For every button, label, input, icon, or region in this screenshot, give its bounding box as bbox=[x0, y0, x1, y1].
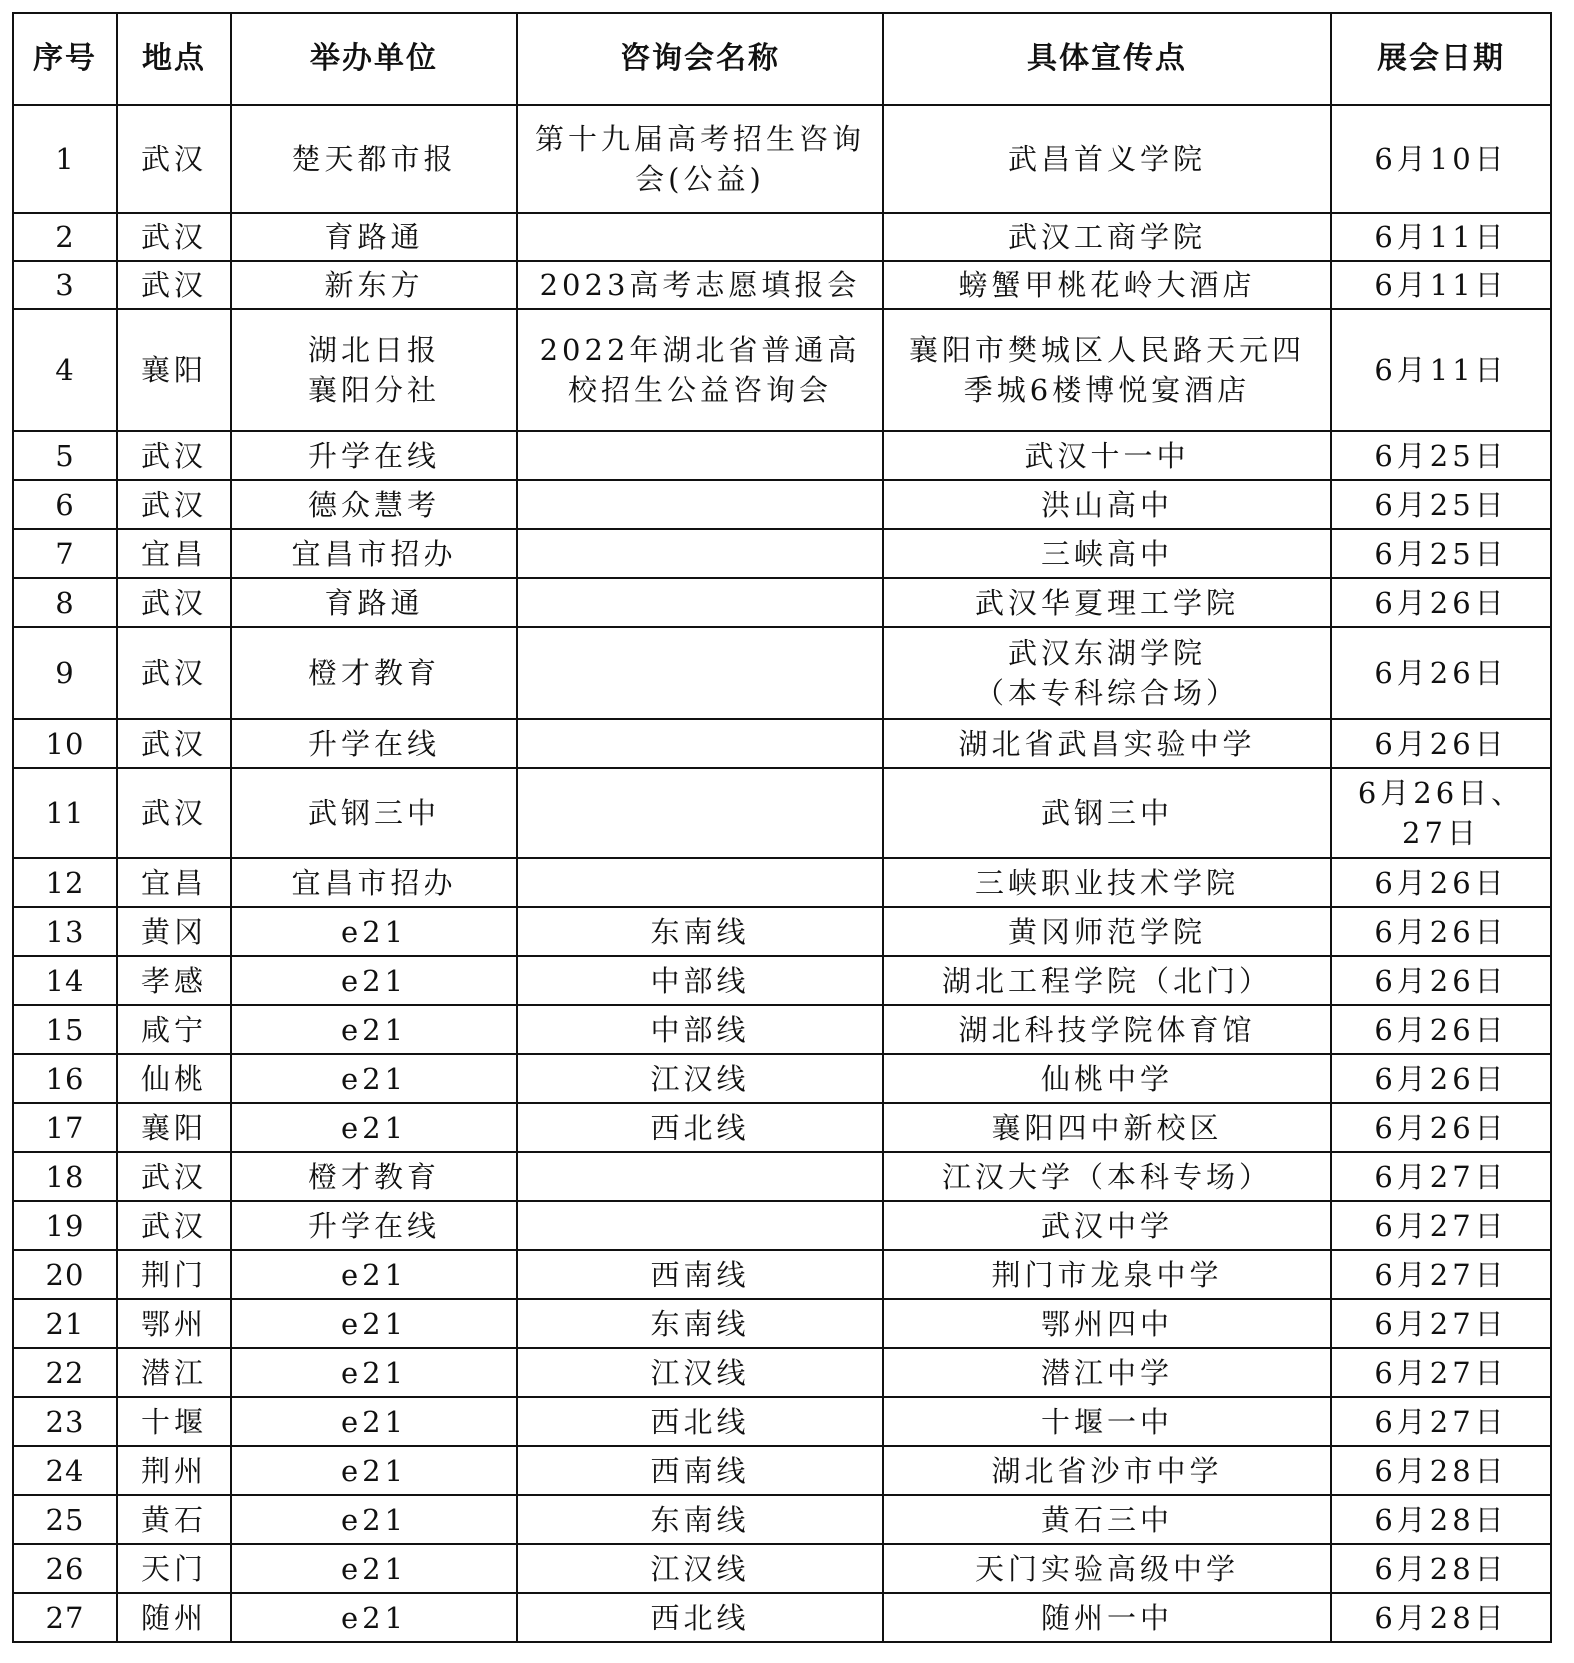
organizer-cell: 楚天都市报 bbox=[231, 105, 517, 213]
venue-cell: 三峡职业技术学院 bbox=[883, 858, 1331, 907]
index-cell: 9 bbox=[13, 627, 117, 719]
venue-cell: 武钢三中 bbox=[883, 768, 1331, 858]
location-cell: 襄阳 bbox=[117, 309, 231, 431]
location-cell: 荆门 bbox=[117, 1250, 231, 1299]
date-cell: 6月26日 bbox=[1331, 578, 1551, 627]
table-row bbox=[13, 1299, 1551, 1348]
table-row bbox=[13, 1397, 1551, 1446]
date-cell: 6月28日 bbox=[1331, 1544, 1551, 1593]
organizer-cell: e21 bbox=[231, 1495, 517, 1544]
location-cell: 咸宁 bbox=[117, 1005, 231, 1054]
index-cell: 1 bbox=[13, 105, 117, 213]
event-name-cell bbox=[517, 1201, 883, 1250]
venue-cell: 随州一中 bbox=[883, 1593, 1331, 1642]
venue-cell: 仙桃中学 bbox=[883, 1054, 1331, 1103]
event-name-cell: 江汉线 bbox=[517, 1544, 883, 1593]
organizer-cell: e21 bbox=[231, 1054, 517, 1103]
organizer-cell: 升学在线 bbox=[231, 1201, 517, 1250]
event-name-cell bbox=[517, 1152, 883, 1201]
location-cell: 武汉 bbox=[117, 213, 231, 261]
table-row bbox=[13, 1103, 1551, 1152]
index-cell: 5 bbox=[13, 431, 117, 480]
venue-cell: 天门实验高级中学 bbox=[883, 1544, 1331, 1593]
date-cell: 6月10日 bbox=[1331, 105, 1551, 213]
location-cell: 潜江 bbox=[117, 1348, 231, 1397]
date-cell: 6月27日 bbox=[1331, 1201, 1551, 1250]
index-cell: 15 bbox=[13, 1005, 117, 1054]
event-name-cell bbox=[517, 578, 883, 627]
date-cell: 6月25日 bbox=[1331, 480, 1551, 529]
event-name-cell: 2023高考志愿填报会 bbox=[517, 261, 883, 309]
date-cell: 6月25日 bbox=[1331, 431, 1551, 480]
organizer-cell: e21 bbox=[231, 1593, 517, 1642]
index-cell: 14 bbox=[13, 956, 117, 1005]
venue-cell: 黄冈师范学院 bbox=[883, 907, 1331, 956]
organizer-cell: 橙才教育 bbox=[231, 627, 517, 719]
table-row bbox=[13, 1250, 1551, 1299]
date-cell: 6月28日 bbox=[1331, 1446, 1551, 1495]
venue-cell: 武汉中学 bbox=[883, 1201, 1331, 1250]
venue-cell: 江汉大学（本科专场） bbox=[883, 1152, 1331, 1201]
date-cell: 6月25日 bbox=[1331, 529, 1551, 578]
event-name-cell bbox=[517, 529, 883, 578]
event-name-cell bbox=[517, 719, 883, 768]
table-row bbox=[13, 431, 1551, 480]
venue-cell: 湖北省武昌实验中学 bbox=[883, 719, 1331, 768]
venue-cell: 鄂州四中 bbox=[883, 1299, 1331, 1348]
location-cell: 仙桃 bbox=[117, 1054, 231, 1103]
organizer-cell: 育路通 bbox=[231, 213, 517, 261]
index-cell: 2 bbox=[13, 213, 117, 261]
organizer-cell: 德众慧考 bbox=[231, 480, 517, 529]
organizer-cell: e21 bbox=[231, 907, 517, 956]
index-cell: 11 bbox=[13, 768, 117, 858]
index-cell: 8 bbox=[13, 578, 117, 627]
column-header-index: 序号 bbox=[13, 13, 117, 105]
header-row bbox=[13, 13, 1551, 105]
index-cell: 6 bbox=[13, 480, 117, 529]
event-name-cell: 2022年湖北省普通高 校招生公益咨询会 bbox=[517, 309, 883, 431]
index-cell: 7 bbox=[13, 529, 117, 578]
organizer-cell: e21 bbox=[231, 1005, 517, 1054]
table-row bbox=[13, 858, 1551, 907]
location-cell: 武汉 bbox=[117, 1201, 231, 1250]
index-cell: 22 bbox=[13, 1348, 117, 1397]
event-name-cell: 东南线 bbox=[517, 907, 883, 956]
index-cell: 13 bbox=[13, 907, 117, 956]
organizer-cell: 武钢三中 bbox=[231, 768, 517, 858]
location-cell: 武汉 bbox=[117, 431, 231, 480]
index-cell: 20 bbox=[13, 1250, 117, 1299]
column-header-organizer: 举办单位 bbox=[231, 13, 517, 105]
date-cell: 6月11日 bbox=[1331, 309, 1551, 431]
location-cell: 武汉 bbox=[117, 627, 231, 719]
event-name-cell bbox=[517, 431, 883, 480]
date-cell: 6月26日 bbox=[1331, 1005, 1551, 1054]
date-cell: 6月27日 bbox=[1331, 1397, 1551, 1446]
date-cell: 6月26日 bbox=[1331, 1103, 1551, 1152]
venue-cell: 湖北省沙市中学 bbox=[883, 1446, 1331, 1495]
index-cell: 24 bbox=[13, 1446, 117, 1495]
column-header-venue: 具体宣传点 bbox=[883, 13, 1331, 105]
index-cell: 3 bbox=[13, 261, 117, 309]
table-row bbox=[13, 213, 1551, 261]
date-cell: 6月28日 bbox=[1331, 1593, 1551, 1642]
organizer-cell: e21 bbox=[231, 956, 517, 1005]
table-row bbox=[13, 768, 1551, 858]
event-name-cell bbox=[517, 768, 883, 858]
location-cell: 黄石 bbox=[117, 1495, 231, 1544]
table-row bbox=[13, 261, 1551, 309]
venue-cell: 洪山高中 bbox=[883, 480, 1331, 529]
location-cell: 鄂州 bbox=[117, 1299, 231, 1348]
event-name-cell: 西北线 bbox=[517, 1103, 883, 1152]
column-header-location: 地点 bbox=[117, 13, 231, 105]
index-cell: 12 bbox=[13, 858, 117, 907]
event-name-cell bbox=[517, 480, 883, 529]
organizer-cell: 升学在线 bbox=[231, 719, 517, 768]
table-row bbox=[13, 1495, 1551, 1544]
event-name-cell: 东南线 bbox=[517, 1495, 883, 1544]
table-row bbox=[13, 719, 1551, 768]
venue-cell: 三峡高中 bbox=[883, 529, 1331, 578]
table-row bbox=[13, 105, 1551, 213]
date-cell: 6月26日 bbox=[1331, 1054, 1551, 1103]
venue-cell: 黄石三中 bbox=[883, 1495, 1331, 1544]
venue-cell: 湖北科技学院体育馆 bbox=[883, 1005, 1331, 1054]
table-row bbox=[13, 956, 1551, 1005]
organizer-cell: 湖北日报 襄阳分社 bbox=[231, 309, 517, 431]
index-cell: 19 bbox=[13, 1201, 117, 1250]
event-name-cell bbox=[517, 213, 883, 261]
index-cell: 18 bbox=[13, 1152, 117, 1201]
organizer-cell: e21 bbox=[231, 1103, 517, 1152]
location-cell: 武汉 bbox=[117, 261, 231, 309]
organizer-cell: 宜昌市招办 bbox=[231, 529, 517, 578]
table-row bbox=[13, 309, 1551, 431]
event-name-cell: 第十九届高考招生咨询 会(公益) bbox=[517, 105, 883, 213]
location-cell: 武汉 bbox=[117, 1152, 231, 1201]
index-cell: 17 bbox=[13, 1103, 117, 1152]
date-cell: 6月26日、 27日 bbox=[1331, 768, 1551, 858]
venue-cell: 湖北工程学院（北门） bbox=[883, 956, 1331, 1005]
event-name-cell: 江汉线 bbox=[517, 1348, 883, 1397]
index-cell: 27 bbox=[13, 1593, 117, 1642]
date-cell: 6月11日 bbox=[1331, 213, 1551, 261]
venue-cell: 荆门市龙泉中学 bbox=[883, 1250, 1331, 1299]
date-cell: 6月27日 bbox=[1331, 1299, 1551, 1348]
organizer-cell: e21 bbox=[231, 1544, 517, 1593]
location-cell: 十堰 bbox=[117, 1397, 231, 1446]
organizer-cell: e21 bbox=[231, 1348, 517, 1397]
organizer-cell: 橙才教育 bbox=[231, 1152, 517, 1201]
table-row bbox=[13, 1446, 1551, 1495]
table-body bbox=[13, 105, 1551, 1642]
index-cell: 25 bbox=[13, 1495, 117, 1544]
location-cell: 荆州 bbox=[117, 1446, 231, 1495]
table-row bbox=[13, 1005, 1551, 1054]
location-cell: 武汉 bbox=[117, 719, 231, 768]
location-cell: 武汉 bbox=[117, 578, 231, 627]
table-row bbox=[13, 1348, 1551, 1397]
location-cell: 黄冈 bbox=[117, 907, 231, 956]
index-cell: 23 bbox=[13, 1397, 117, 1446]
event-name-cell: 中部线 bbox=[517, 956, 883, 1005]
venue-cell: 潜江中学 bbox=[883, 1348, 1331, 1397]
organizer-cell: e21 bbox=[231, 1446, 517, 1495]
event-name-cell: 江汉线 bbox=[517, 1054, 883, 1103]
table-row bbox=[13, 1593, 1551, 1642]
location-cell: 武汉 bbox=[117, 105, 231, 213]
venue-cell: 十堰一中 bbox=[883, 1397, 1331, 1446]
date-cell: 6月26日 bbox=[1331, 719, 1551, 768]
column-header-date: 展会日期 bbox=[1331, 13, 1551, 105]
table-row bbox=[13, 578, 1551, 627]
location-cell: 宜昌 bbox=[117, 529, 231, 578]
venue-cell: 襄阳市樊城区人民路天元四 季城6楼博悦宴酒店 bbox=[883, 309, 1331, 431]
venue-cell: 武汉十一中 bbox=[883, 431, 1331, 480]
event-name-cell: 中部线 bbox=[517, 1005, 883, 1054]
location-cell: 襄阳 bbox=[117, 1103, 231, 1152]
organizer-cell: 宜昌市招办 bbox=[231, 858, 517, 907]
index-cell: 21 bbox=[13, 1299, 117, 1348]
location-cell: 天门 bbox=[117, 1544, 231, 1593]
event-name-cell: 西南线 bbox=[517, 1250, 883, 1299]
venue-cell: 武汉工商学院 bbox=[883, 213, 1331, 261]
venue-cell: 螃蟹甲桃花岭大酒店 bbox=[883, 261, 1331, 309]
table-row bbox=[13, 1054, 1551, 1103]
table-row bbox=[13, 480, 1551, 529]
organizer-cell: 育路通 bbox=[231, 578, 517, 627]
venue-cell: 襄阳四中新校区 bbox=[883, 1103, 1331, 1152]
date-cell: 6月27日 bbox=[1331, 1152, 1551, 1201]
venue-cell: 武汉东湖学院 （本专科综合场） bbox=[883, 627, 1331, 719]
date-cell: 6月26日 bbox=[1331, 627, 1551, 719]
date-cell: 6月27日 bbox=[1331, 1348, 1551, 1397]
location-cell: 武汉 bbox=[117, 768, 231, 858]
organizer-cell: e21 bbox=[231, 1397, 517, 1446]
table-row bbox=[13, 627, 1551, 719]
event-name-cell bbox=[517, 858, 883, 907]
date-cell: 6月26日 bbox=[1331, 907, 1551, 956]
venue-cell: 武汉华夏理工学院 bbox=[883, 578, 1331, 627]
venue-cell: 武昌首义学院 bbox=[883, 105, 1331, 213]
column-header-event-name: 咨询会名称 bbox=[517, 13, 883, 105]
date-cell: 6月27日 bbox=[1331, 1250, 1551, 1299]
table-row bbox=[13, 529, 1551, 578]
event-name-cell: 西南线 bbox=[517, 1446, 883, 1495]
index-cell: 16 bbox=[13, 1054, 117, 1103]
table-row bbox=[13, 1152, 1551, 1201]
index-cell: 4 bbox=[13, 309, 117, 431]
event-name-cell: 西北线 bbox=[517, 1593, 883, 1642]
date-cell: 6月26日 bbox=[1331, 858, 1551, 907]
date-cell: 6月28日 bbox=[1331, 1495, 1551, 1544]
event-name-cell bbox=[517, 627, 883, 719]
date-cell: 6月26日 bbox=[1331, 956, 1551, 1005]
event-name-cell: 东南线 bbox=[517, 1299, 883, 1348]
table-row bbox=[13, 1201, 1551, 1250]
date-cell: 6月11日 bbox=[1331, 261, 1551, 309]
event-name-cell: 西北线 bbox=[517, 1397, 883, 1446]
location-cell: 随州 bbox=[117, 1593, 231, 1642]
location-cell: 孝感 bbox=[117, 956, 231, 1005]
organizer-cell: 新东方 bbox=[231, 261, 517, 309]
index-cell: 26 bbox=[13, 1544, 117, 1593]
table-row bbox=[13, 1544, 1551, 1593]
organizer-cell: e21 bbox=[231, 1250, 517, 1299]
location-cell: 武汉 bbox=[117, 480, 231, 529]
consultation-schedule-table bbox=[12, 12, 1552, 1643]
organizer-cell: e21 bbox=[231, 1299, 517, 1348]
location-cell: 宜昌 bbox=[117, 858, 231, 907]
table-row bbox=[13, 907, 1551, 956]
organizer-cell: 升学在线 bbox=[231, 431, 517, 480]
index-cell: 10 bbox=[13, 719, 117, 768]
